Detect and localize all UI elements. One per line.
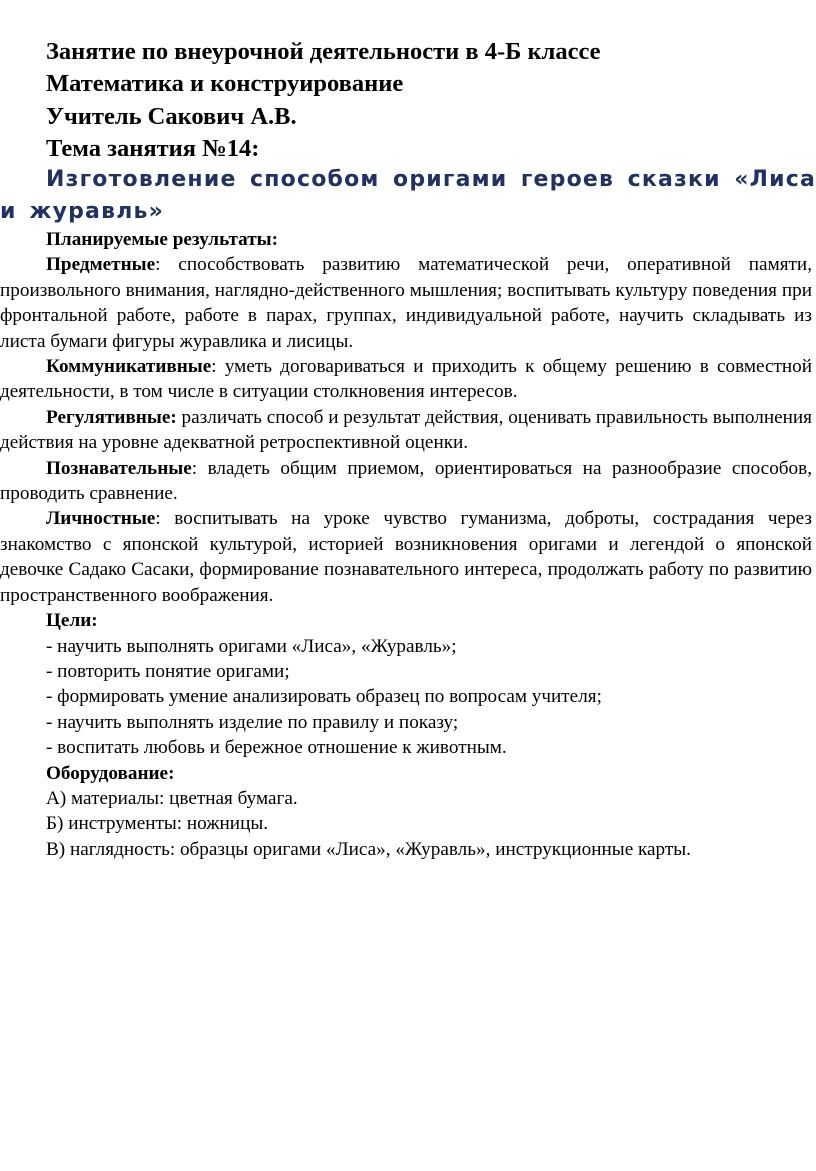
communicative-results-paragraph [0,354,812,405]
equipment-item: Б) инструменты: ножницы. [46,813,269,835]
document-body [0,227,812,862]
regulative-results-text: различать способ и результат действия, оценивать правильность выполнения действия на уровне адекватной ретроспективной оценки. [0,406,812,454]
cognitive-results-label: Познавательные [46,457,192,479]
goals-heading: Цели: [46,610,98,632]
subject-results-label: Предметные [46,254,156,276]
communicative-results-text: : уметь договариваться и приходить к общему решению в совместной деятельности, в том числе в ситуации столкновения интересов. [0,356,812,403]
class-info-line: Занятие по внеурочной деятельности в 4-Б классе [46,38,601,65]
personal-results-label: Личностные [46,508,156,530]
equipment-item: В) наглядность: образцы оригами «Лиса», «Журавль», инструкционные карты. [46,838,691,860]
goal-item: - воспитать любовь и бережное отношение к животным. [46,737,507,759]
communicative-results-label: Коммуникативные [46,356,212,378]
personal-results-paragraph [0,506,812,608]
goal-item: - формировать умение анализировать образец по вопросам учителя; [46,686,602,708]
cognitive-results-paragraph [0,456,812,507]
goals-list [0,634,812,761]
subject-line: Математика и конструирование [46,70,404,97]
equipment-list [0,786,812,862]
subject-results-paragraph [0,252,812,354]
equipment-heading: Оборудование: [46,762,175,784]
lesson-topic-title: Изготовление способом оригами героев сказки «Лиса и журавль» [0,167,816,224]
regulative-results-label: Регулятивные: [46,406,177,428]
lesson-number-line: Тема занятия №14: [46,135,260,162]
goal-item: - научить выполнять изделие по правилу и показу; [46,711,459,733]
subject-results-text: : способствовать развитию математической речи, оперативной памяти, произвольного внимания, наглядно-действенного мышления; воспитывать культуру поведения при фронтальной работе, работе в парах, группах, индивидуальной работе, научить складывать из листа бумаги фигуры журавлика и лисицы. [0,254,812,352]
cognitive-results-text: : владеть общим приемом, ориентироваться на разнообразие способов, проводить сравнение. [0,457,812,505]
teacher-line: Учитель Сакович А.В. [46,103,297,130]
regulative-results-paragraph [0,405,812,456]
equipment-item: А) материалы: цветная бумага. [46,787,298,809]
goal-item: - повторить понятие оригами; [46,660,290,682]
planned-results-heading: Планируемые результаты: [46,229,279,250]
personal-results-text: : воспитывать на уроке чувство гуманизма, доброты, сострадания через знакомство с японской культурой, историей возникновения оригами и легендой о японской девочке Садако Сасаки, формирование познавательного интереса, продолжать работу по развитию пространственного воображения. [0,508,812,606]
goal-item: - научить выполнять оригами «Лиса», «Журавль»; [46,635,457,657]
